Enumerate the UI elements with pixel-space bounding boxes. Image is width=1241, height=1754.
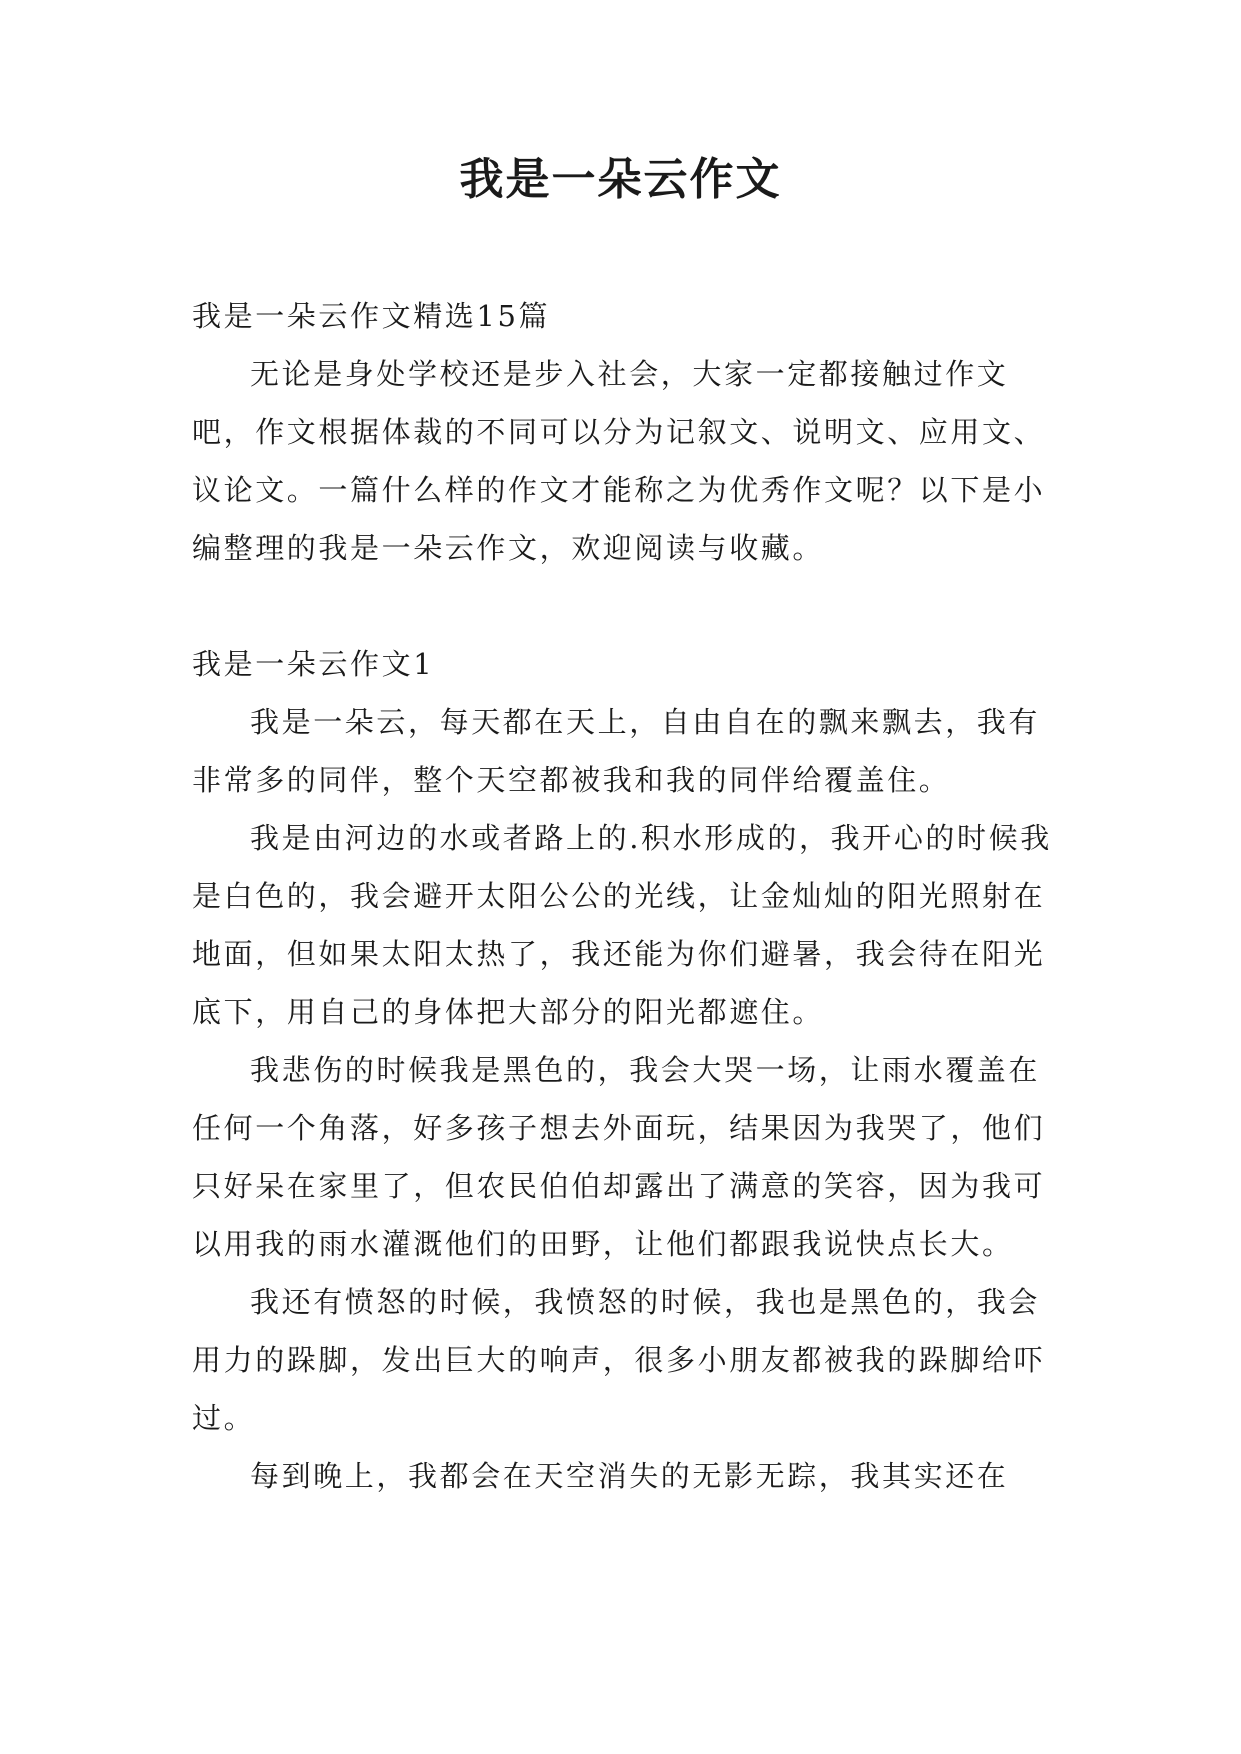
intro-paragraph: 无论是身处学校还是步入社会，大家一定都接触过作文吧，作文根据体裁的不同可以分为记叙文、说明文、应用文、议论文。一篇什么样的作文才能称之为优秀作文呢？以下是小编整理的我是一朵云作文，欢迎阅读与收藏。: [192, 357, 1046, 565]
body-paragraph: 我是一朵云，每天都在天上，自由自在的飘来飘去，我有非常多的同伴，整个天空都被我和我的同伴给覆盖住。: [192, 705, 1041, 797]
body-paragraph: 每到晚上，我都会在天空消失的无影无踪，我其实还在: [250, 1459, 1009, 1493]
section-heading: 我是一朵云作文1: [192, 647, 435, 681]
body-paragraph: 我悲伤的时候我是黑色的，我会大哭一场，让雨水覆盖在任何一个角落，好多孩子想去外面玩，结果因为我哭了，他们只好呆在家里了，但农民伯伯却露出了满意的笑容，因为我可以用我的雨水灌溉他们的田野，让他们都跟我说快点长大。: [192, 1053, 1046, 1261]
document-body: [192, 287, 1052, 1505]
intro-heading: 我是一朵云作文精选15篇: [192, 299, 551, 333]
section-spacer: [192, 577, 1052, 635]
body-paragraph: 我还有愤怒的时候，我愤怒的时候，我也是黑色的，我会用力的跺脚，发出巨大的响声，很多小朋友都被我的跺脚给吓过。: [192, 1285, 1046, 1435]
body-paragraph: 我是由河边的水或者路上的.积水形成的，我开心的时候我是白色的，我会避开太阳公公的光线，让金灿灿的阳光照射在地面，但如果太阳太热了，我还能为你们避暑，我会待在阳光底下，用自己的身体把大部分的阳光都遮住。: [192, 821, 1052, 1029]
page-title: 我是一朵云作文: [459, 154, 782, 205]
